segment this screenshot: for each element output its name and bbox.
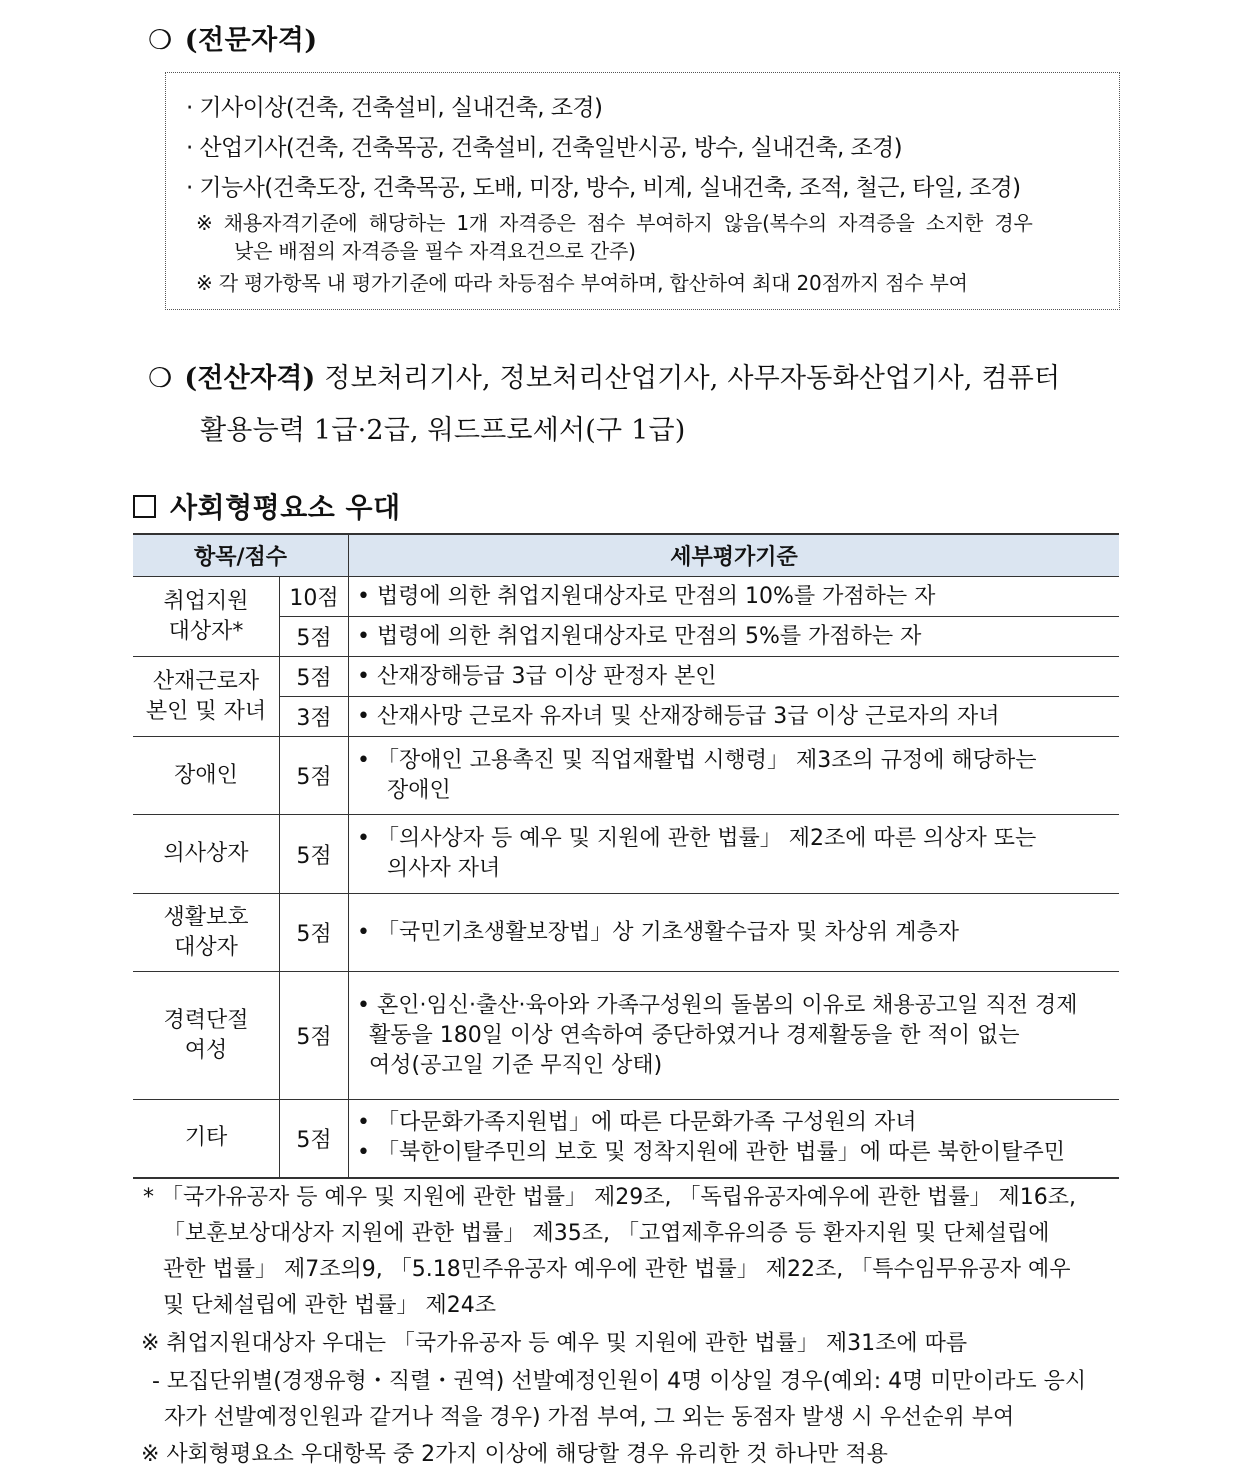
score-cell: 10점: [280, 577, 349, 617]
criteria-cell: [349, 815, 1120, 894]
category-label: 장애인: [174, 762, 238, 788]
category-label: 기타: [184, 1125, 228, 1151]
criteria-table: [133, 533, 1119, 1179]
criteria-line: • 법령에 의한 취업지원대상자로 만점의 5%를 가점하는 자: [357, 623, 922, 649]
score-cell: 5점: [280, 617, 349, 657]
table-row: [133, 737, 1119, 815]
criteria-line: • 법령에 의한 취업지원대상자로 만점의 10%를 가점하는 자: [357, 583, 936, 609]
qualification-item: · 기사이상(건축, 건축설비, 실내건축, 조경): [186, 95, 603, 121]
criteria-line: 의사자 자녀: [387, 856, 501, 881]
footnote-line: - 모집단위별(경쟁유형・직렬・권역) 선발예정인원이 4명 이상일 경우(예외: 4명 미만이라도 응시: [152, 1369, 1087, 1394]
footnote-line: ※ 사회형평요소 우대항목 중 2가지 이상에 해당할 경우 유리한 것 하나만 적용: [141, 1442, 888, 1467]
section-heading-social: [133, 486, 401, 526]
criteria-line: 장애인: [387, 777, 451, 803]
criteria-cell: [349, 737, 1120, 815]
score-cell: 5점: [280, 657, 349, 697]
table-row: [133, 617, 1119, 657]
circle-bullet-icon: ❍: [148, 363, 173, 394]
category-cell: [133, 815, 280, 894]
qualification-item: · 산업기사(건축, 건축목공, 건축설비, 건축일반시공, 방수, 실내건축, 조경): [186, 135, 903, 161]
criteria-cell: [349, 617, 1120, 657]
box-note-line: ※ 각 평가항목 내 평가기준에 따라 차등점수 부여하며, 합산하여 최대 20점까지 점수 부여: [196, 271, 968, 295]
footnote-line: 관한 법률」 제7조의9, 「5.18민주유공자 예우에 관한 법률」 제22조, 「특수임무유공자 예우: [163, 1257, 1071, 1282]
qualification-item: · 기능사(건축도장, 건축목공, 도배, 미장, 방수, 비계, 실내건축, 조적, 철근, 타일, 조경): [186, 175, 1021, 201]
criteria-line: • 산재장해등급 3급 이상 판정자 본인: [357, 663, 717, 689]
professional-qualification-box: [165, 72, 1120, 310]
criteria-line: • 산재사망 근로자 유자녀 및 산재장해등급 3급 이상 근로자의 자녀: [357, 703, 1000, 729]
category-cell: [133, 737, 280, 815]
criteria-line: • 「장애인 고용촉진 및 직업재활법 시행령」 제3조의 규정에 해당하는: [357, 747, 1037, 773]
footnote-line: 자가 선발예정인원과 같거나 적을 경우) 가점 부여, 그 외는 동점자 발생 시 우선순위 부여: [164, 1405, 1015, 1430]
category-label: 의사상자: [163, 841, 249, 866]
table-row: [133, 577, 1119, 617]
category-label: 여성: [184, 1037, 228, 1063]
computer-qualification-text-cont: 활용능력 1급·2급, 워드프로세서(구 1급): [200, 415, 686, 446]
category-cell: [133, 1100, 280, 1178]
table-row: [133, 657, 1119, 697]
score-cell: 3점: [280, 697, 349, 737]
criteria-line: • 「의사상자 등 예우 및 지원에 관한 법률」 제2조에 따른 의상자 또는: [357, 826, 1037, 851]
category-cell: [133, 657, 280, 737]
criteria-cell: [349, 1100, 1120, 1178]
section-heading-computer: [148, 356, 1060, 395]
category-label: 산재근로자: [152, 668, 260, 694]
criteria-line: • 혼인·임신·출산·육아와 가족구성원의 돌봄의 이유로 채용공고일 직전 경제: [357, 992, 1078, 1018]
header-criteria: 세부평가기준: [349, 534, 1120, 577]
category-cell: [133, 894, 280, 972]
circle-bullet-icon: ❍: [148, 25, 173, 56]
footnote-line: 「보훈보상대상자 지원에 관한 법률」 제35조, 「고엽제후유의증 등 환자지원 및 단체설립에: [163, 1221, 1050, 1246]
criteria-line: 여성(공고일 기준 무직인 상태): [369, 1052, 663, 1078]
score-cell: 5점: [280, 815, 349, 894]
box-note-line: 낮은 배점의 자격증을 필수 자격요건으로 간주): [234, 239, 636, 263]
header-item-score: 항목/점수: [133, 534, 349, 577]
category-label: 대상자: [174, 934, 238, 960]
score-cell: 5점: [280, 972, 349, 1100]
table-header-row: [133, 534, 1119, 577]
category-label: 생활보호: [163, 904, 249, 930]
criteria-cell: [349, 972, 1120, 1100]
category-label: 대상자*: [168, 618, 244, 644]
box-note-line: ※ 채용자격기준에 해당하는 1개 자격증은 점수 부여하지 않음(복수의 자격증을 소지한 경우: [196, 211, 1033, 235]
criteria-cell: [349, 894, 1120, 972]
criteria-line: • 「북한이탈주민의 보호 및 정착지원에 관한 법률」에 따른 북한이탈주민: [357, 1140, 1065, 1166]
criteria-line: • 「다문화가족지원법」에 따른 다문화가족 구성원의 자녀: [357, 1110, 917, 1136]
computer-qualification-text: 정보처리기사, 정보처리산업기사, 사무자동화산업기사, 컴퓨터: [324, 363, 1061, 394]
criteria-cell: [349, 697, 1120, 737]
criteria-line: 활동을 180일 이상 연속하여 중단하였거나 경제활동을 한 적이 없는: [369, 1022, 1020, 1048]
footnote-line: ※ 취업지원대상자 우대는 「국가유공자 등 예우 및 지원에 관한 법률」 제31조에 따름: [141, 1331, 968, 1356]
category-cell: [133, 972, 280, 1100]
category-label: 취업지원: [163, 588, 249, 614]
score-cell: 5점: [280, 894, 349, 972]
table-row: [133, 697, 1119, 737]
table-row: [133, 815, 1119, 894]
criteria-cell: [349, 577, 1120, 617]
table-row: [133, 972, 1119, 1100]
heading-title: (전문자격): [184, 25, 318, 56]
section-heading-professional: [148, 18, 318, 57]
category-label: 본인 및 자녀: [145, 698, 267, 724]
heading-title: (전산자격): [184, 363, 316, 394]
square-bullet-icon: [133, 495, 156, 518]
score-cell: 5점: [280, 1100, 349, 1178]
footnote-line: * 「국가유공자 등 예우 및 지원에 관한 법률」 제29조, 「독립유공자예우에 관한 법률」 제16조,: [143, 1185, 1076, 1210]
criteria-line: • 「국민기초생활보장법」상 기초생활수급자 및 차상위 계층자: [357, 919, 959, 945]
footnote-line: 및 단체설립에 관한 법률」 제24조: [163, 1293, 496, 1318]
criteria-cell: [349, 657, 1120, 697]
heading-title: 사회형평요소 우대: [170, 491, 401, 524]
score-cell: 5점: [280, 737, 349, 815]
table-row: [133, 1100, 1119, 1178]
table-row: [133, 894, 1119, 972]
category-label: 경력단절: [163, 1007, 249, 1033]
category-cell: [133, 577, 280, 657]
